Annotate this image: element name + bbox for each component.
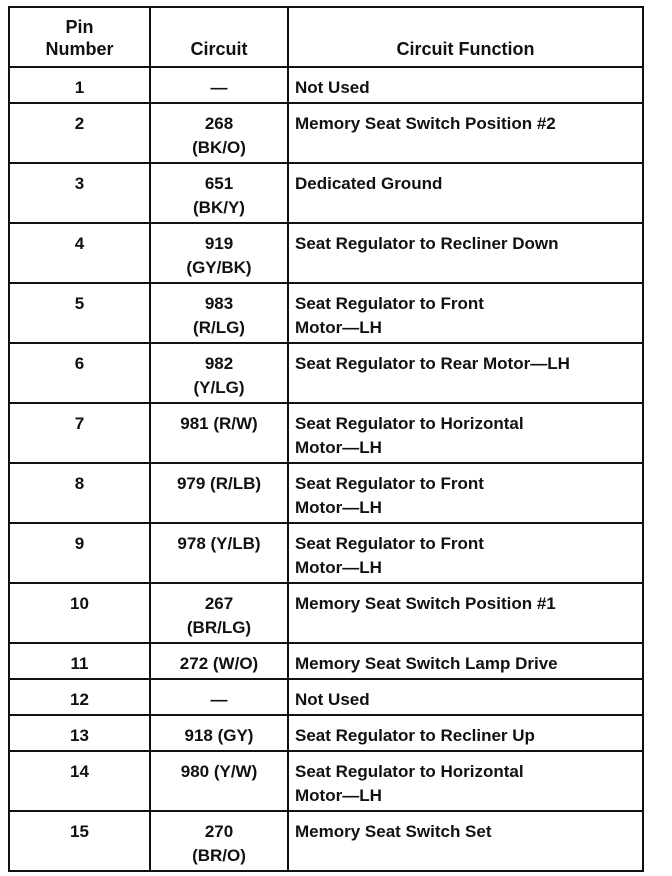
circuit-function-line: Memory Seat Switch Position #2 (295, 114, 556, 133)
circuit-line: 981 (R/W) (180, 414, 258, 433)
circuit-function-line: Seat Regulator to Front (295, 534, 484, 553)
table-row (9, 523, 643, 583)
circuit-line: (BK/O) (192, 138, 246, 157)
circuit-line: 270 (204, 822, 234, 841)
header-pin-number (9, 7, 150, 67)
circuit-function-cell (288, 583, 643, 643)
pin-number-cell: 12 (9, 679, 150, 715)
circuit-function-line: Motor—LH (295, 498, 382, 517)
circuit-function-cell (288, 67, 643, 103)
circuit-function-line: Memory Seat Switch Set (295, 822, 492, 841)
pin-table (8, 6, 644, 872)
circuit-line: 919 (204, 234, 234, 253)
header-pin-line2: Number (45, 39, 114, 59)
circuit-cell (150, 223, 288, 283)
circuit-function-line: Motor—LH (295, 438, 382, 457)
circuit-line: 918 (GY) (184, 726, 254, 745)
circuit-cell (150, 163, 288, 223)
pin-number-cell: 10 (9, 583, 150, 643)
circuit-line: (BR/O) (192, 846, 246, 865)
header-pin-line1: Pin (65, 17, 94, 37)
pin-number-cell: 1 (9, 67, 150, 103)
circuit-function-line: Memory Seat Switch Position #1 (295, 594, 556, 613)
table-row (9, 679, 643, 715)
table-row (9, 103, 643, 163)
circuit-line: (BR/LG) (186, 618, 252, 637)
circuit-function-line: Memory Seat Switch Lamp Drive (295, 654, 558, 673)
circuit-function-cell (288, 715, 643, 751)
circuit-function-line: Motor—LH (295, 786, 382, 805)
circuit-line: 267 (204, 594, 234, 613)
pin-table-body (9, 67, 643, 871)
circuit-function-cell (288, 163, 643, 223)
table-row (9, 643, 643, 679)
pin-number-cell: 14 (9, 751, 150, 811)
circuit-line: 978 (Y/LB) (177, 534, 261, 553)
circuit-function-cell (288, 283, 643, 343)
pin-number-cell: 7 (9, 403, 150, 463)
circuit-function-cell (288, 463, 643, 523)
table-row (9, 67, 643, 103)
circuit-cell (150, 679, 288, 715)
circuit-line: — (210, 78, 228, 97)
table-row (9, 463, 643, 523)
circuit-function-cell (288, 403, 643, 463)
circuit-line: (Y/LG) (193, 378, 245, 397)
pin-number-cell: 15 (9, 811, 150, 871)
circuit-function-line: Not Used (295, 78, 370, 97)
circuit-cell (150, 643, 288, 679)
pin-number-cell: 5 (9, 283, 150, 343)
circuit-function-line: Not Used (295, 690, 370, 709)
circuit-cell (150, 103, 288, 163)
circuit-line: 982 (204, 354, 234, 373)
header-row (9, 7, 643, 67)
circuit-line: 983 (204, 294, 234, 313)
circuit-line: 980 (Y/W) (180, 762, 258, 781)
table-row (9, 163, 643, 223)
table-row (9, 811, 643, 871)
circuit-function-line: Seat Regulator to Front (295, 474, 484, 493)
circuit-line: 272 (W/O) (179, 654, 259, 673)
circuit-cell (150, 811, 288, 871)
circuit-line: (BK/Y) (193, 198, 245, 217)
circuit-function-line: Seat Regulator to Recliner Up (295, 726, 535, 745)
circuit-cell (150, 751, 288, 811)
table-row (9, 223, 643, 283)
circuit-function-line: Motor—LH (295, 558, 382, 577)
circuit-cell (150, 583, 288, 643)
circuit-function-cell (288, 523, 643, 583)
pin-number-cell: 8 (9, 463, 150, 523)
circuit-line: 651 (204, 174, 234, 193)
circuit-cell (150, 523, 288, 583)
header-circuit: Circuit (150, 7, 288, 67)
table-row (9, 583, 643, 643)
pin-number-cell: 2 (9, 103, 150, 163)
table-row (9, 751, 643, 811)
circuit-cell (150, 715, 288, 751)
circuit-function-line: Seat Regulator to Recliner Down (295, 234, 559, 253)
circuit-function-cell (288, 751, 643, 811)
pin-number-cell: 4 (9, 223, 150, 283)
circuit-line: 979 (R/LB) (176, 474, 262, 493)
circuit-function-cell (288, 223, 643, 283)
circuit-function-cell (288, 811, 643, 871)
circuit-line: (GY/BK) (186, 258, 252, 277)
pin-number-cell: 6 (9, 343, 150, 403)
circuit-cell (150, 283, 288, 343)
circuit-function-line: Seat Regulator to Horizontal (295, 762, 524, 781)
pin-number-cell: 9 (9, 523, 150, 583)
circuit-function-line: Dedicated Ground (295, 174, 443, 193)
circuit-function-line: Seat Regulator to Horizontal (295, 414, 524, 433)
circuit-function-cell (288, 679, 643, 715)
pin-number-cell: 3 (9, 163, 150, 223)
pin-number-cell: 11 (9, 643, 150, 679)
circuit-function-line: Seat Regulator to Front (295, 294, 484, 313)
table-row (9, 343, 643, 403)
circuit-line: — (210, 690, 228, 709)
circuit-function-cell (288, 643, 643, 679)
table-row (9, 283, 643, 343)
header-circuit-function: Circuit Function (288, 7, 643, 67)
table-row (9, 403, 643, 463)
circuit-line: (R/LG) (193, 318, 245, 337)
circuit-function-cell (288, 103, 643, 163)
circuit-cell (150, 67, 288, 103)
pin-number-cell: 13 (9, 715, 150, 751)
circuit-function-line: Motor—LH (295, 318, 382, 337)
circuit-function-line: Seat Regulator to Rear Motor—LH (295, 354, 570, 373)
circuit-cell (150, 343, 288, 403)
circuit-line: 268 (204, 114, 234, 133)
circuit-cell (150, 403, 288, 463)
circuit-cell (150, 463, 288, 523)
table-row (9, 715, 643, 751)
circuit-function-cell (288, 343, 643, 403)
